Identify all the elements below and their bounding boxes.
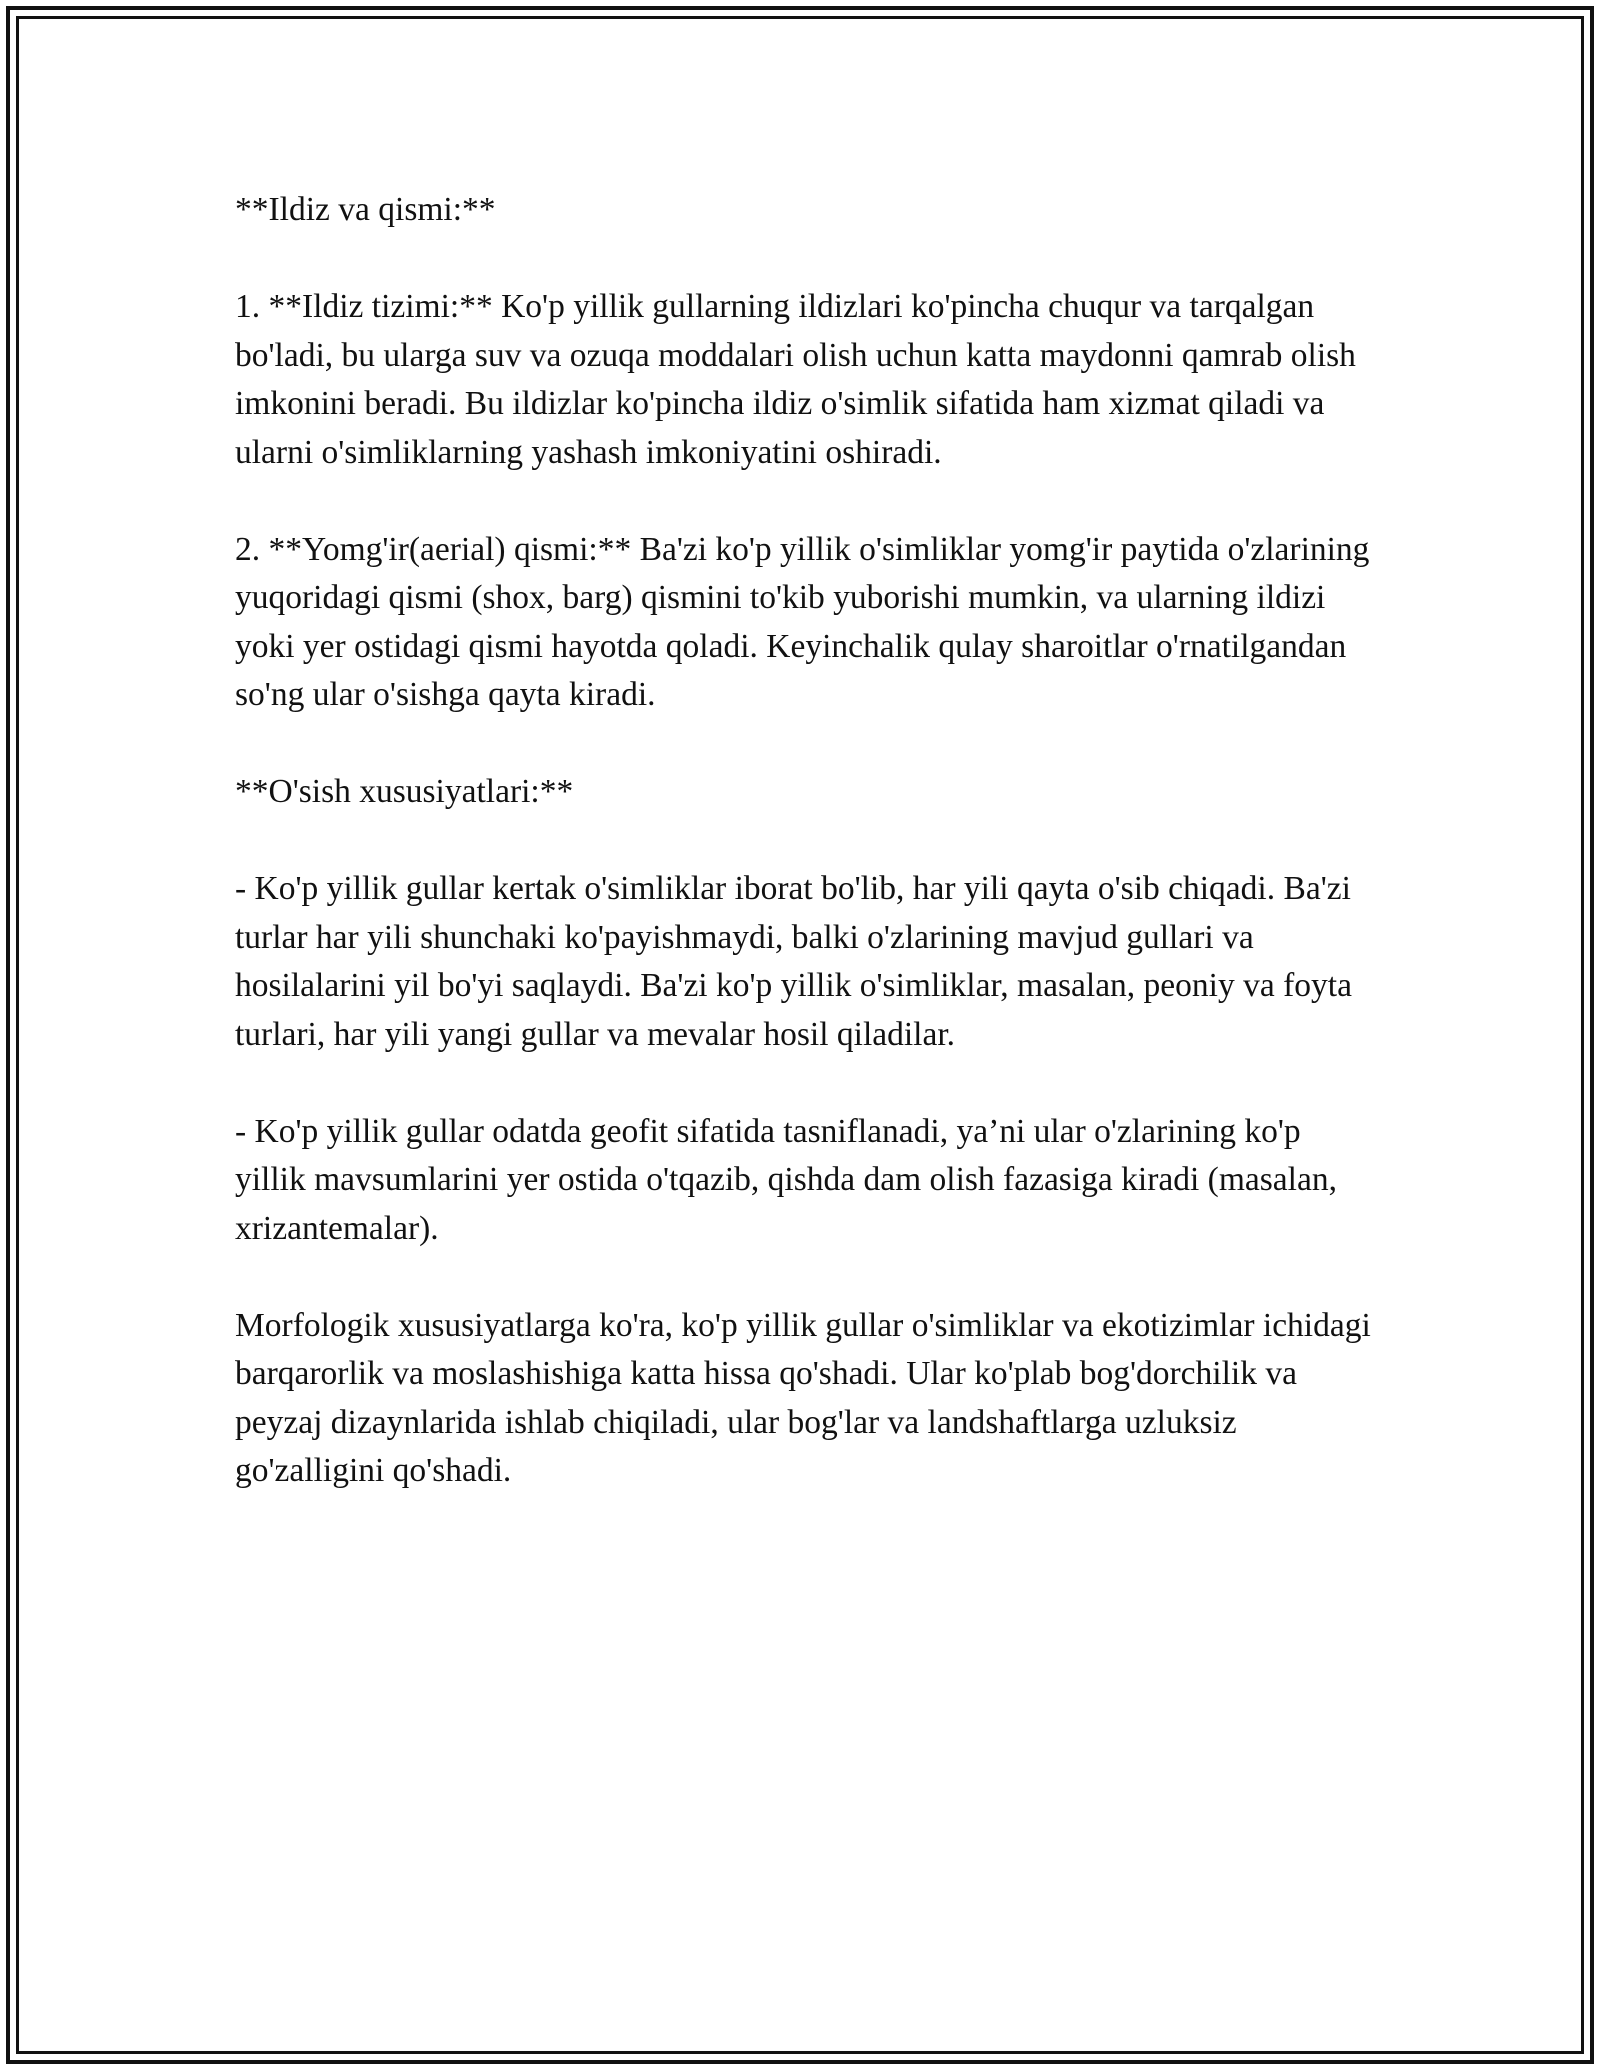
paragraph-root-system: 1. **Ildiz tizimi:** Ko'p yillik gullarning ildizlari ko'pincha chuqur va tarqalgan bo'ladi, bu ularga suv va ozuqa moddalari olish uchun katta maydonni qamrab olish imkonini beradi. Bu ildizlar ko'pincha ildiz o'simlik sifatida ham xizmat qiladi va ularni o'simliklarning yashash imkoniyatini oshiradi.	[235, 288, 1356, 471]
document-body	[235, 186, 1375, 1544]
paragraph-conclusion: Morfologik xususiyatlarga ko'ra, ko'p yillik gullar o'simliklar va ekotizimlar ichidagi barqarorlik va moslashishiga katta hissa qo'shadi. Ular ko'plab bog'dorchilik va peyzaj dizaynlarida ishlab chiqiladi, ular bog'lar va landshaftlarga uzluksiz go'zalligini qo'shadi.	[235, 1306, 1371, 1489]
paragraph-growth-bullet-1: - Ko'p yillik gullar kertak o'simliklar iborat bo'lib, har yili qayta o'sib chiqadi. Ba'zi turlar har yili shunchaki ko'payishmaydi, balki o'zlarining mavjud gullari va hosilalarini yil bo'yi saqlaydi. Ba'zi ko'p yillik o'simliklar, masalan, peoniy va foyta turlari, har yili yangi gullar va mevalar hosil qiladilar.	[235, 870, 1352, 1053]
paragraph-growth-bullet-2: - Ko'p yillik gullar odatda geofit sifatida tasniflanadi, ya’ni ular o'zlarining ko'p yillik mavsumlarini yer ostida o'tqazib, qishda dam olish fazasiga kiradi (masalan, xrizantemalar).	[235, 1112, 1337, 1247]
section-heading-root: **Ildiz va qismi:**	[235, 191, 496, 228]
paragraph-aerial-part: 2. **Yomg'ir(aerial) qismi:** Ba'zi ko'p yillik o'simliklar yomg'ir paytida o'zlarining yuqoridagi qismi (shox, barg) qismini to'kib yuborishi mumkin, va ularning ildizi yoki yer ostidagi qismi hayotda qoladi. Keyinchalik qulay sharoitlar o'rnatilgandan so'ng ular o'sishga qayta kiradi.	[235, 530, 1370, 713]
section-heading-growth: **O'sish xususiyatlari:**	[235, 773, 574, 810]
